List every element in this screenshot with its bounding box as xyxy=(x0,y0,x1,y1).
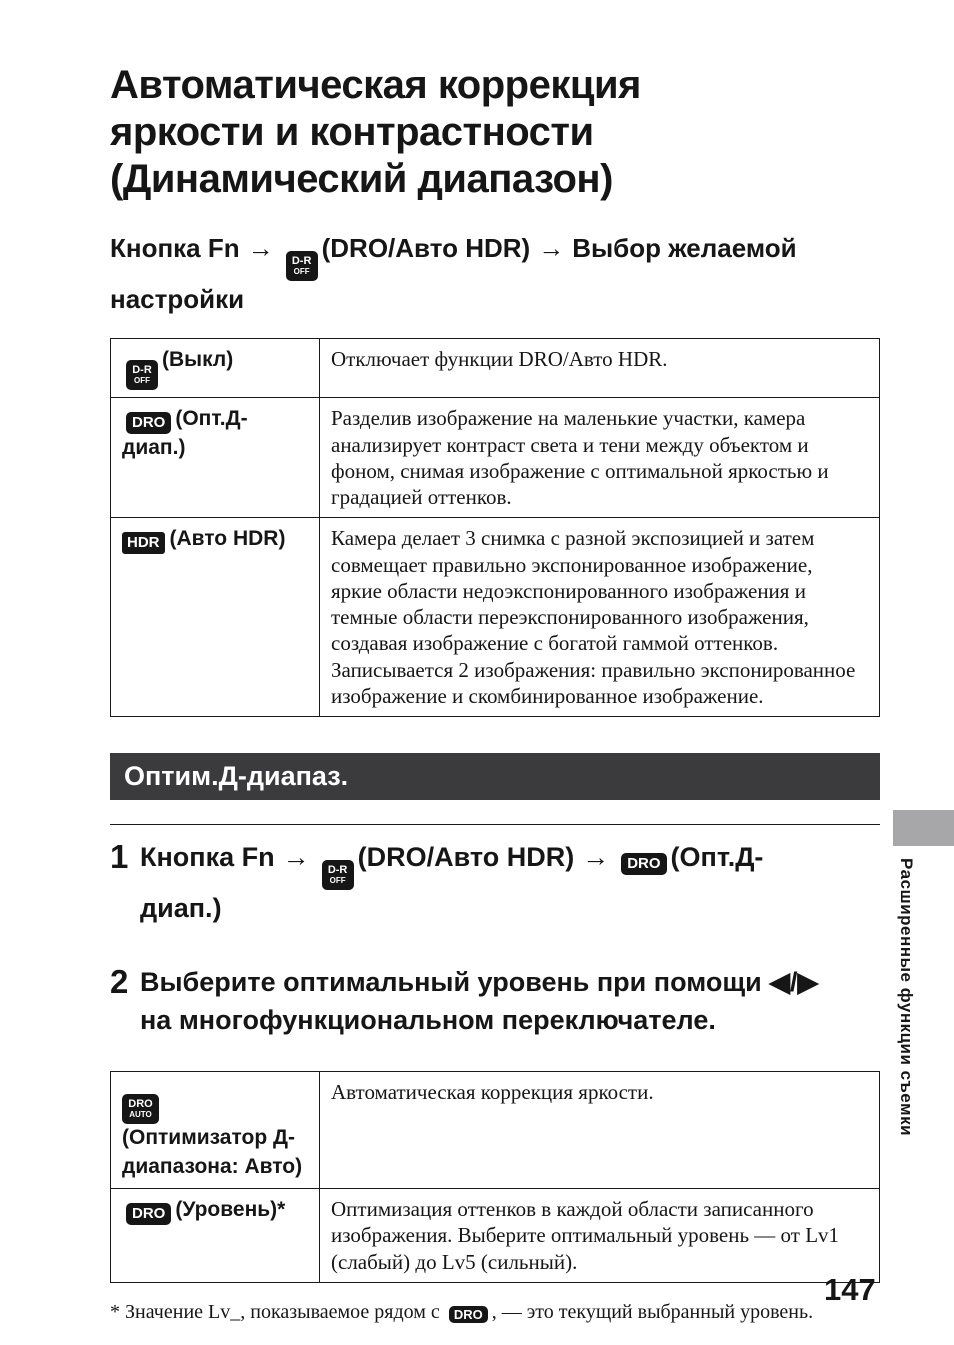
step-1 xyxy=(110,839,880,928)
instruction-text: (Опт.Д-диап.) xyxy=(140,842,764,923)
step-number: 1 xyxy=(110,838,129,875)
table-row xyxy=(111,339,880,398)
table-row xyxy=(111,1189,880,1283)
step-text: Выберите оптимальный уровень при помощи ◀/▶ на многофункциональном переключателе. xyxy=(140,966,819,1035)
page-title-line: Автоматическая коррекция xyxy=(110,63,641,107)
page-title-line: яркости и контрастности xyxy=(110,110,594,155)
step-number: 2 xyxy=(110,962,129,1000)
instruction-text: Кнопка Fn xyxy=(140,842,275,872)
option-term-hdr xyxy=(111,518,320,717)
option-description: Разделив изображение на маленькие участки, камера анализирует контраст света и тени между объектом и фоном, снимая изображение с оптимальной яркостью и градацией оттенков. xyxy=(320,398,880,518)
dro-icon: DRO xyxy=(449,1306,488,1323)
option-label: (Выкл) xyxy=(162,348,234,372)
instruction-text: (DRO/Авто HDR) xyxy=(357,842,575,872)
option-description: Отключает функции DRO/Авто HDR. xyxy=(320,339,880,398)
table-row xyxy=(111,518,880,717)
hdr-icon: HDR xyxy=(122,532,165,554)
dro-icon: DRO xyxy=(621,853,666,875)
section-header: Оптим.Д-диапаз. xyxy=(110,753,880,800)
dro-options-table xyxy=(110,338,880,717)
dr-off-icon: D-R OFF xyxy=(322,860,354,890)
dr-off-icon: D-R OFF xyxy=(126,360,158,390)
instruction-text: Выбор желаемой настройки xyxy=(110,232,797,314)
dro-icon: DRO xyxy=(126,412,171,434)
arrow-icon: → xyxy=(582,842,610,872)
option-term-dro-auto xyxy=(111,1072,320,1189)
arrow-icon: → xyxy=(538,232,565,263)
chapter-label: Расширенные функции съемки xyxy=(897,858,916,1137)
dro-level-table xyxy=(110,1071,880,1282)
option-label: (Уровень)* xyxy=(175,1198,286,1222)
divider xyxy=(110,824,880,825)
fn-button-instruction xyxy=(110,230,880,319)
option-description: Автоматическая коррекция яркости. xyxy=(320,1072,880,1189)
option-label: (Оптимизатор Д-диапазона: Авто) xyxy=(122,1126,303,1178)
option-label: (Опт.Д-диап.) xyxy=(122,407,248,459)
option-term-off xyxy=(111,339,320,398)
instruction-text: (DRO/Авто HDR) xyxy=(321,232,531,263)
arrow-icon: → xyxy=(282,842,310,872)
page-content xyxy=(110,62,880,1325)
page-title-line: (Динамический диапазон) xyxy=(110,157,613,202)
arrow-icon: → xyxy=(247,232,274,263)
instruction-text: Кнопка Fn xyxy=(110,232,240,263)
step-text xyxy=(140,839,795,928)
table-row xyxy=(111,1072,880,1189)
footnote-text: * Значение Lv_, показываемое рядом с xyxy=(110,1300,440,1323)
option-description: Камера делает 3 снимка с разной экспозицией и затем совмещает правильно экспонированное изображение, яркие области недоэкспонированного изображения и темные области переэкспонированного изображения, создавая изображение с богатой гаммой оттенков. Записывается 2 изображения: правильно экспонированное изображение и скомбинированное изображение. xyxy=(320,518,880,717)
footnote-text: , — это текущий выбранный уровень. xyxy=(491,1300,814,1323)
option-label: (Авто HDR) xyxy=(169,527,286,551)
option-term-dro xyxy=(111,398,320,518)
table-row xyxy=(111,398,880,518)
footnote xyxy=(110,1299,880,1325)
option-description: Оптимизация оттенков в каждой области записанного изображения. Выберите оптимальный уровень — от Lv1 (слабый) до Lv5 (сильный). xyxy=(320,1189,880,1283)
option-term-level xyxy=(111,1189,320,1283)
page-number: 147 xyxy=(824,1272,876,1307)
dro-auto-icon: DRO AUTO xyxy=(122,1094,159,1124)
page-title xyxy=(110,62,880,204)
step-2 xyxy=(110,964,880,1040)
dro-icon: DRO xyxy=(126,1203,171,1225)
dr-off-icon: D-R OFF xyxy=(286,251,318,281)
chapter-tab xyxy=(893,810,954,846)
